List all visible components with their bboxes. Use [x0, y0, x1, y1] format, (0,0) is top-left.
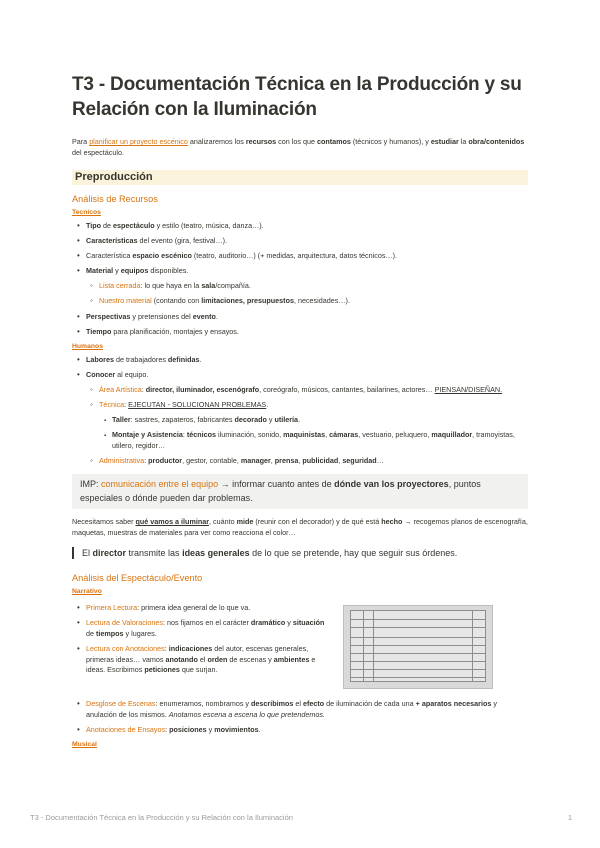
list-humanos — [72, 355, 528, 467]
document-page — [72, 72, 528, 750]
list-item: ▪ Taller: sastres, zapateros, fabricantes decorado y utilería. — [112, 415, 528, 426]
subheading-narrativo: Narrativo — [72, 588, 102, 596]
page-number: 1 — [567, 813, 572, 822]
list-item: • Característica espacio escénico (teatro, auditorio…) (+ medidas, arquitectura, datos técnicos…). — [86, 251, 528, 262]
heading-analisis-espectaculo: Análisis del Espectáculo/Evento — [72, 573, 203, 584]
list-narrativo — [72, 603, 327, 675]
list-item: • Primera Lectura: primera idea general de lo que va. — [86, 603, 327, 614]
scan-sheet — [350, 610, 486, 682]
list-item: • Lectura con Anotaciones: indicaciones del autor, escenas generales, primeras ideas… vamos anotando el orden de escenas y ambientes e ideas. Escribimos peticiones que surjan. — [86, 644, 327, 676]
section-heading-preproduccion: Preproducción — [72, 170, 528, 185]
list-item: ◦ Área Artística: director, iluminador, escenógrafo, coreógrafo, músicos, cantantes, bailarines, actores… PIENSAN/DISEÑAN. — [99, 385, 528, 396]
sublist-areas — [86, 385, 528, 466]
intro-paragraph: Para planificar un proyecto escénico analizaremos los recursos con los que contamos (técnicos y humanos), y estudiar la obra/contenidos del espectáculo. — [72, 137, 525, 157]
list-item: • Características del evento (gira, festival…). — [86, 236, 528, 247]
sublist-tecnica — [99, 415, 528, 451]
list-item: ◦ Lista cerrada: lo que haya en la sala/compañía. — [99, 281, 528, 292]
footer-title: T3 - Documentación Técnica en la Producción y su Relación con la Iluminación — [30, 813, 293, 822]
list-item: • Tiempo para planificación, montajes y ensayos. — [86, 327, 528, 338]
list-item: • Perspectivas y pretensiones del evento. — [86, 312, 528, 323]
list-item: ◦ Técnica: EJECUTAN - SOLUCIONAN PROBLEMAS. ▪ Taller: sastres, zapateros, fabricantes decorado y utilería. ▪ Montaje y Asistencia: técnicos iluminación, sonido, maquinistas, cámaras, vestuario, peluquero, maquillador, tramoyistas, utilero, regidor… — [99, 400, 528, 451]
list-item: • Lectura de Valoraciones: nos fijamos en el carácter dramático y situación de tiempos y lugares. — [86, 618, 327, 639]
paragraph-iluminar: Necesitamos saber qué vamos a iluminar, cuánto mide (reunir con el decorador) y de qué está hecho → recogemos planos de escenografía, maquetas, muestras de materiales para ver como reacciona el color… — [72, 517, 528, 537]
narrativo-columns — [72, 603, 528, 689]
sublist-material — [86, 281, 528, 307]
list-item: • Tipo de espectáculo y estilo (teatro, música, danza…). — [86, 221, 528, 232]
list-item: • Desglose de Escenas: enumeramos, nombramos y describimos el efecto de iluminación de cada una + aparatos necesarios y anulación de los mismos. Anotamos escena a escena lo que pretendemos. — [86, 699, 528, 720]
page-title: T3 - Documentación Técnica en la Producción y su Relación con la Iluminación — [72, 74, 522, 120]
list-item: • Labores de trabajadores definidas. — [86, 355, 528, 366]
list-item: ◦ Nuestro material (contando con limitaciones, presupuestos, necesidades…). — [99, 296, 528, 307]
heading-analisis-recursos: Análisis de Recursos — [72, 194, 158, 204]
subheading-humanos: Humanos — [72, 342, 103, 350]
narrativo-list-column — [72, 603, 327, 689]
scanned-document-image — [343, 603, 528, 689]
callout-imp: IMP: comunicación entre el equipo → informar cuanto antes de dónde van los proyectores, puntos especiales o dónde pueden dar problemas. — [72, 474, 528, 509]
list-item: ◦ Administrativa: productor, gestor, contable, manager, prensa, publicidad, seguridad… — [99, 456, 528, 467]
scan-image — [343, 605, 493, 689]
subheading-tecnicos: Tecnicos — [72, 209, 101, 216]
page-footer — [30, 813, 572, 822]
subheading-musical: Musical — [72, 741, 97, 748]
list-tecnicos — [72, 221, 528, 337]
list-item: • Material y equipos disponibles. ◦ Lista cerrada: lo que haya en la sala/compañía. ◦ Nuestro material (contando con limitaciones, presupuestos, necesidades…). — [86, 266, 528, 307]
quote-director: El director transmite las ideas generales de lo que se pretende, hay que seguir sus órdenes. — [72, 547, 528, 559]
list-narrativo-continued — [72, 699, 528, 735]
list-item: • Anotaciones de Ensayos: posiciones y movimientos. — [86, 725, 528, 736]
list-item: ▪ Montaje y Asistencia: técnicos iluminación, sonido, maquinistas, cámaras, vestuario, peluquero, maquillador, tramoyistas, utilero, regidor… — [112, 430, 528, 451]
list-item: • Conocer al equipo. ◦ Área Artística: director, iluminador, escenógrafo, coreógrafo, músicos, cantantes, bailarines, actores… PIENSAN/DISEÑAN. ◦ Técnica: EJECUTAN - SOLUCIONAN PROBLEMAS. ▪ Taller: sastres, zapateros, fabricantes decorado y utilería. ▪ Montaje y Asistencia: técnicos iluminación, sonido, maquinistas, cámaras, vestuario, peluquero, maquillador, tramoyistas, utilero, regidor… ◦ Administrativa: productor, gestor, contable, manager, prensa, publicidad, seguridad… — [86, 370, 528, 466]
